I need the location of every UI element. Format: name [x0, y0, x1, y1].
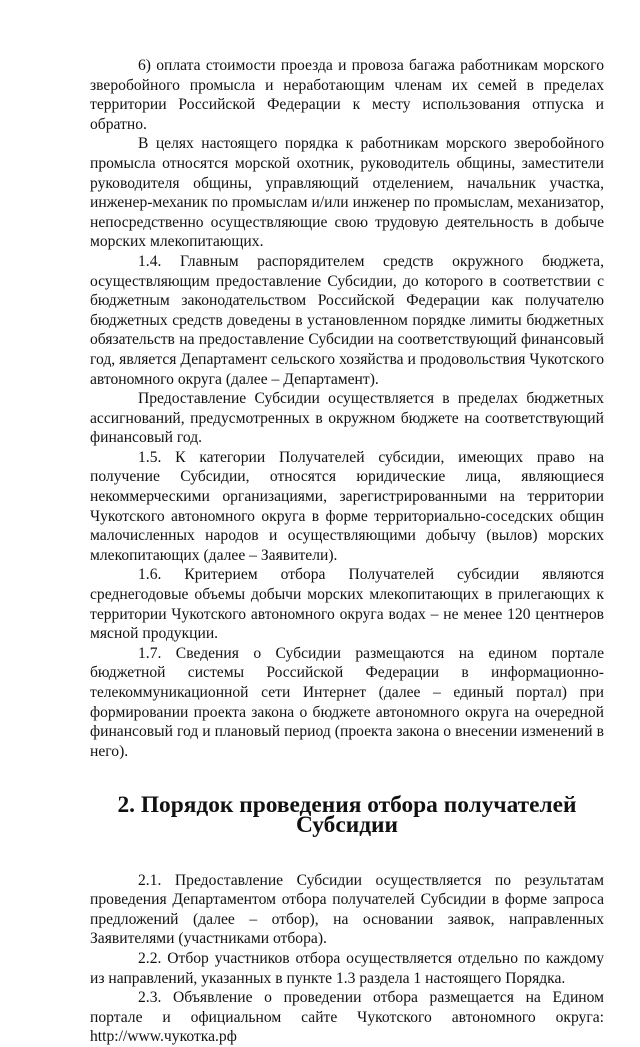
paragraph-2-2: 2.2. Отбор участников отбора осуществляется отдельно по каждому из направлений, указанных в пункте 1.3 раздела 1 настоящего Порядка.: [90, 949, 604, 987]
paragraph-1-7: 1.7. Сведения о Субсидии размещаются на едином портале бюджетной системы Российской Федерации в информационно-телекоммуникационной сети Интернет (далее – единый портал) при формировании проекта закона о бюджете автономного округа на очередной финансовый год и плановый период (проекта закона о внесении изменений в него).: [90, 644, 604, 760]
paragraph-travel-payment: 6) оплата стоимости проезда и провоза багажа работникам морского зверобойного промысла и неработающим членам их семей в пределах территории Российской Федерации к месту использования отпуска и обратно.: [90, 57, 604, 133]
paragraph-2-1: 2.1. Предоставление Субсидии осуществляется по результатам проведения Департаментом отбора получателей Субсидии в форме запроса предложений (далее – отбор), на основании заявок, направленных Заявителями (участниками отбора).: [90, 871, 604, 948]
section-heading: 2. Порядок проведения отбора получателей Субсидии: [117, 792, 577, 838]
paragraph-1-6: 1.6. Критерием отбора Получателей субсидии являются среднегодовые объемы добычи морских млекопитающих в прилегающих к территории Чукотского автономного округа водах – не менее 120 центнеров мясной продукции.: [90, 566, 604, 643]
paragraph-budget-limits: Предоставление Субсидии осуществляется в пределах бюджетных ассигнований, предусмотренных в окружном бюджете на соответствующий финансовый год.: [90, 390, 604, 447]
paragraph-workers-definition: В целях настоящего порядка к работникам морского зверобойного промысла относятся морской охотник, руководитель общины, заместители руководителя общины, управляющий отделением, начальник участка, инженер-механик по промыслам и/или инженер по промыслам, механизатор, непосредственно осуществляющие свою трудовую деятельность в добыче морских млекопитающих.: [90, 135, 604, 251]
paragraph-1-4: 1.4. Главным распорядителем средств окружного бюджета, осуществляющим предоставление Субсидии, до которого в соответствии с бюджетным законодательством Российской Федерации как получателю бюджетных средств доведены в установленном порядке лимиты бюджетных обязательств на предоставление Субсидии на соответствующий финансовый год, является Департамент сельского хозяйства и продовольствия Чукотского автономного округа (далее – Департамент).: [90, 252, 604, 388]
paragraph-1-5: 1.5. К категории Получателей субсидии, имеющих право на получение Субсидии, относятся юридические лица, являющиеся некоммерческими организациями, зарегистрированными на территории Чукотского автономного округа в форме территориально-соседских общин малочисленных народов и осуществляющими добычу (вылов) морских млекопитающих (далее – Заявители).: [90, 448, 604, 564]
paragraph-2-3: 2.3. Объявление о проведении отбора размещается на Едином портале и официальном сайте Чукотского автономного округа: http://www.чукотка.рф: [90, 989, 604, 1046]
